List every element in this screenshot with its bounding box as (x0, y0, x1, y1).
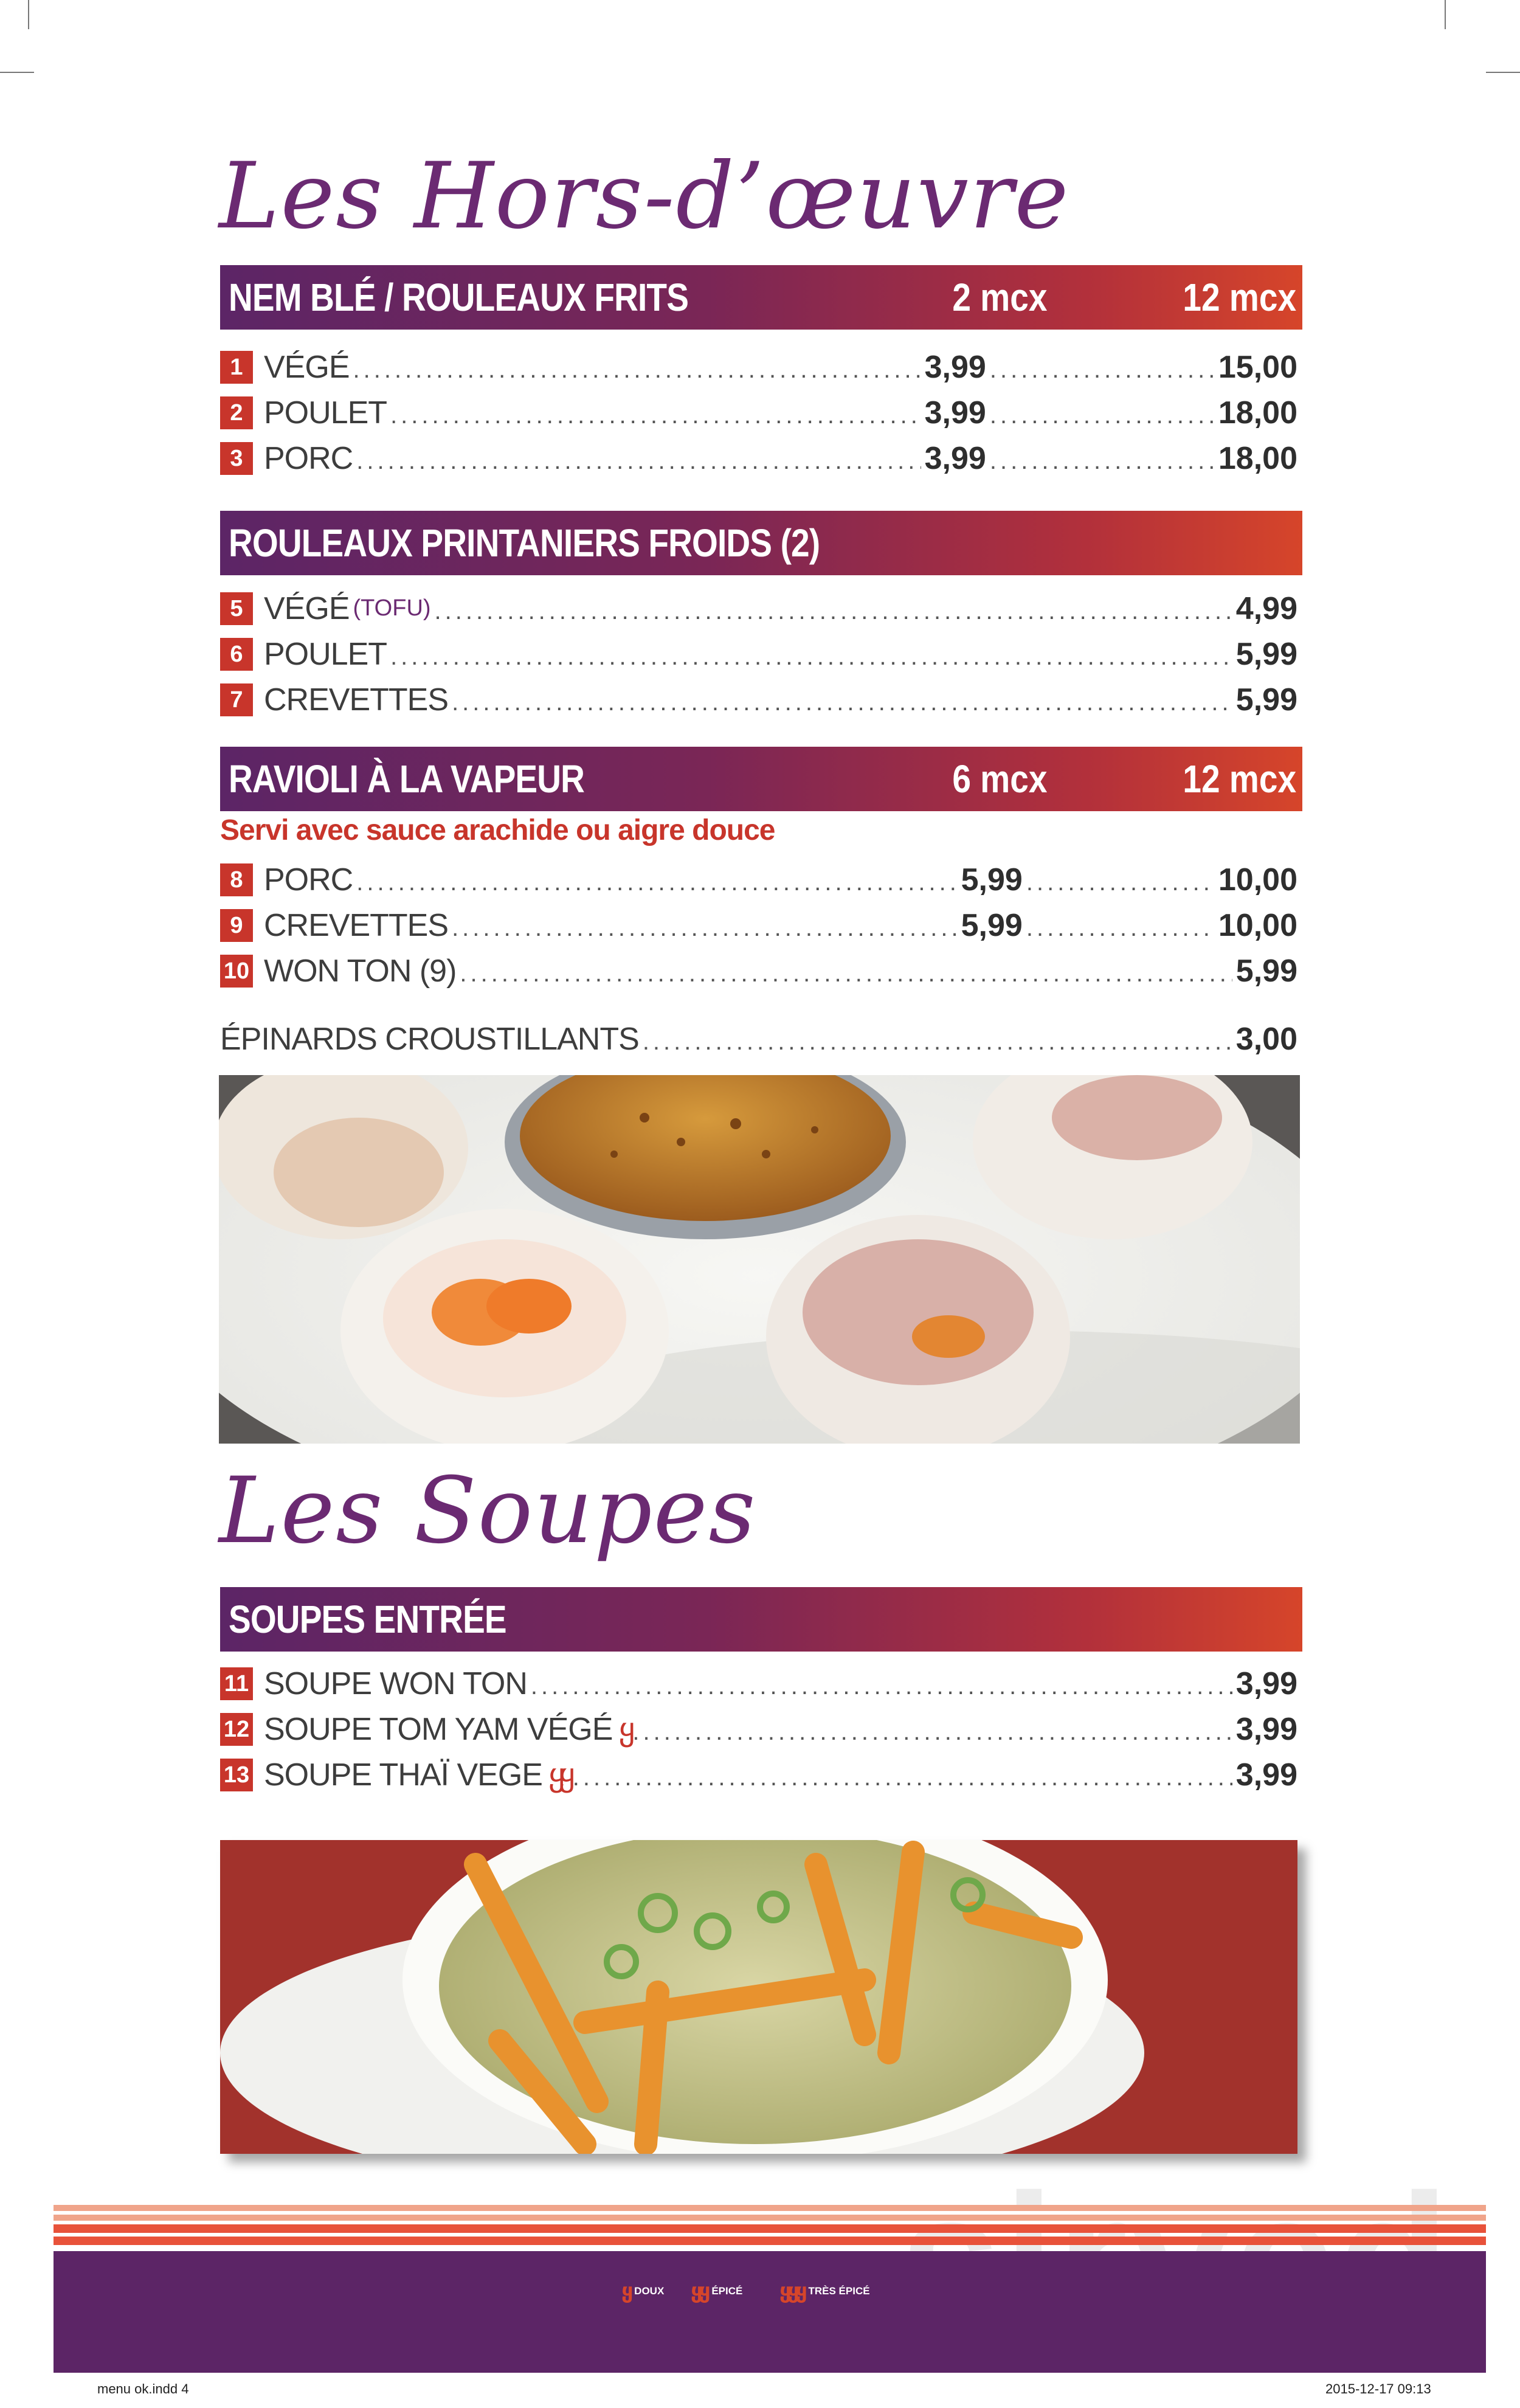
menu-item (220, 1752, 1297, 1797)
item-price-small: 5,99 (961, 907, 1023, 943)
legend-very-spicy (779, 2279, 870, 2303)
item-number: 2 (220, 396, 253, 429)
crop-mark (28, 0, 29, 29)
item-price-large: 10,00 (1218, 862, 1297, 898)
item-name: WON TON (9) (264, 953, 457, 989)
soupes-header-label: SOUPES ENTRÉE (229, 1597, 506, 1641)
legend-very-spicy-label: TRÈS ÉPICÉ (808, 2285, 870, 2297)
footer-stripe (54, 2205, 1486, 2211)
leader-dots (460, 960, 1232, 994)
leader-dots (390, 643, 1232, 677)
footer-stripe (54, 2224, 1486, 2233)
item-price: 3,99 (1235, 1711, 1297, 1747)
slug-date: 2015-12-17 09:13 (1325, 2381, 1431, 2396)
chili-pepper-icon: ყ (618, 1711, 629, 1747)
item-number: 12 (220, 1713, 253, 1746)
menu-item (220, 631, 1297, 677)
menu-item (220, 857, 1297, 902)
item-name: POULET (264, 395, 387, 431)
hors-oeuvre-title: Les Hors-d’œuvre (219, 144, 1070, 249)
item-name: SOUPE WON TON (264, 1666, 527, 1701)
item-price: 4,99 (1235, 590, 1297, 626)
chili-pepper-icon: ყყ (691, 2280, 707, 2303)
item-price-small: 3,99 (924, 440, 986, 476)
soupes-item-list (220, 1661, 1297, 1797)
leader-dots (353, 356, 921, 390)
leader-dots (1026, 869, 1215, 902)
item-price-small: 3,99 (924, 395, 986, 431)
item-name: SOUPE TOM YAM VÉGÉ (264, 1711, 613, 1747)
item-price: 5,99 (1235, 636, 1297, 672)
ravioli-header-bar (220, 747, 1302, 811)
chili-pepper-icon: ყ (621, 2280, 630, 2303)
nem-item-list (220, 344, 1297, 481)
slug-file: menu ok.indd 4 (97, 2381, 189, 2396)
item-price: 3,00 (1235, 1021, 1297, 1057)
item-price-large: 10,00 (1218, 907, 1297, 943)
leader-dots (435, 598, 1232, 631)
leader-dots (356, 448, 921, 481)
item-name: PORC (264, 862, 353, 898)
item-number: 9 (220, 909, 253, 942)
menu-item (220, 677, 1297, 722)
leader-dots (1026, 915, 1215, 948)
soup-photo (220, 1840, 1297, 2154)
item-price-small: 3,99 (924, 349, 986, 385)
footer-band (54, 2251, 1486, 2373)
item-name: CREVETTES (264, 682, 449, 718)
crop-mark (0, 72, 34, 73)
item-name: POULET (264, 636, 387, 672)
chili-pepper-icon: ყყ (548, 1757, 569, 1793)
legend-mild (621, 2279, 664, 2303)
item-number: 1 (220, 351, 253, 384)
item-name: CREVETTES (264, 907, 449, 943)
ravioli-col2-label: 12 mcx (1183, 757, 1296, 801)
rouleaux-item-list (220, 586, 1297, 722)
dumplings-illustration (219, 1075, 1300, 1444)
item-price: 5,99 (1235, 953, 1297, 989)
item-number: 11 (220, 1667, 253, 1700)
nem-col1-label: 2 mcx (952, 275, 1047, 319)
menu-item (220, 390, 1297, 435)
rouleaux-header-label: ROULEAUX PRINTANIERS FROIDS (2) (229, 521, 820, 565)
item-name: ÉPINARDS CROUSTILLANTS (220, 1021, 639, 1057)
leader-dots (990, 448, 1215, 481)
item-price-large: 18,00 (1218, 395, 1297, 431)
soupes-header-bar (220, 1587, 1302, 1652)
leader-dots (531, 1673, 1232, 1706)
ravioli-item-list (220, 857, 1297, 994)
nem-header-bar (220, 265, 1302, 330)
rouleaux-header-bar (220, 511, 1302, 575)
ravioli-subtitle: Servi avec sauce arachide ou aigre douce (220, 814, 775, 846)
leader-dots (990, 402, 1215, 435)
item-price: 5,99 (1235, 682, 1297, 718)
legend-spicy (691, 2279, 742, 2303)
menu-item (220, 948, 1297, 994)
menu-item (220, 1706, 1297, 1752)
item-number: 5 (220, 592, 253, 625)
item-note: (TOFU) (353, 595, 431, 621)
crop-mark (1486, 72, 1520, 73)
menu-item (220, 902, 1297, 948)
leader-dots (356, 869, 957, 902)
soupes-title: Les Soupes (219, 1458, 757, 1564)
menu-item (220, 435, 1297, 481)
item-number: 8 (220, 863, 253, 896)
legend-spicy-label: ÉPICÉ (711, 2285, 743, 2297)
item-price-small: 5,99 (961, 862, 1023, 898)
leader-dots (390, 402, 921, 435)
item-name: VÉGÉ (264, 590, 350, 626)
item-price-large: 15,00 (1218, 349, 1297, 385)
item-name: SOUPE THAÏ VEGE (264, 1757, 542, 1793)
menu-item (220, 586, 1297, 631)
menu-item (220, 1016, 1297, 1062)
item-number: 7 (220, 683, 253, 716)
ravioli-col1-label: 6 mcx (952, 757, 1047, 801)
item-name: VÉGÉ (264, 349, 350, 385)
leader-dots (452, 689, 1232, 722)
item-number: 10 (220, 955, 253, 988)
ravioli-header-label: RAVIOLI À LA VAPEUR (229, 757, 585, 801)
leader-dots (452, 915, 958, 948)
item-price-large: 18,00 (1218, 440, 1297, 476)
leader-dots (632, 1718, 1232, 1752)
dumplings-photo (219, 1075, 1300, 1444)
item-number: 3 (220, 442, 253, 475)
epinards-item (220, 1016, 1297, 1062)
item-price: 3,99 (1235, 1757, 1297, 1793)
leader-dots (573, 1764, 1232, 1797)
item-number: 6 (220, 638, 253, 671)
menu-item (220, 1661, 1297, 1706)
chili-pepper-icon: ყყყ (779, 2280, 804, 2303)
item-name: PORC (264, 440, 353, 476)
footer-stripe (54, 2237, 1486, 2245)
nem-header-label: NEM BLÉ / ROULEAUX FRITS (229, 275, 689, 319)
nem-col2-label: 12 mcx (1183, 275, 1296, 319)
legend-mild-label: DOUX (634, 2285, 665, 2297)
leader-dots (643, 1028, 1232, 1062)
menu-item (220, 344, 1297, 390)
footer-stripe (54, 2215, 1486, 2221)
item-price: 3,99 (1235, 1666, 1297, 1701)
item-number: 13 (220, 1759, 253, 1791)
leader-dots (990, 356, 1215, 390)
soup-illustration (220, 1840, 1297, 2154)
crop-mark (1445, 0, 1446, 29)
